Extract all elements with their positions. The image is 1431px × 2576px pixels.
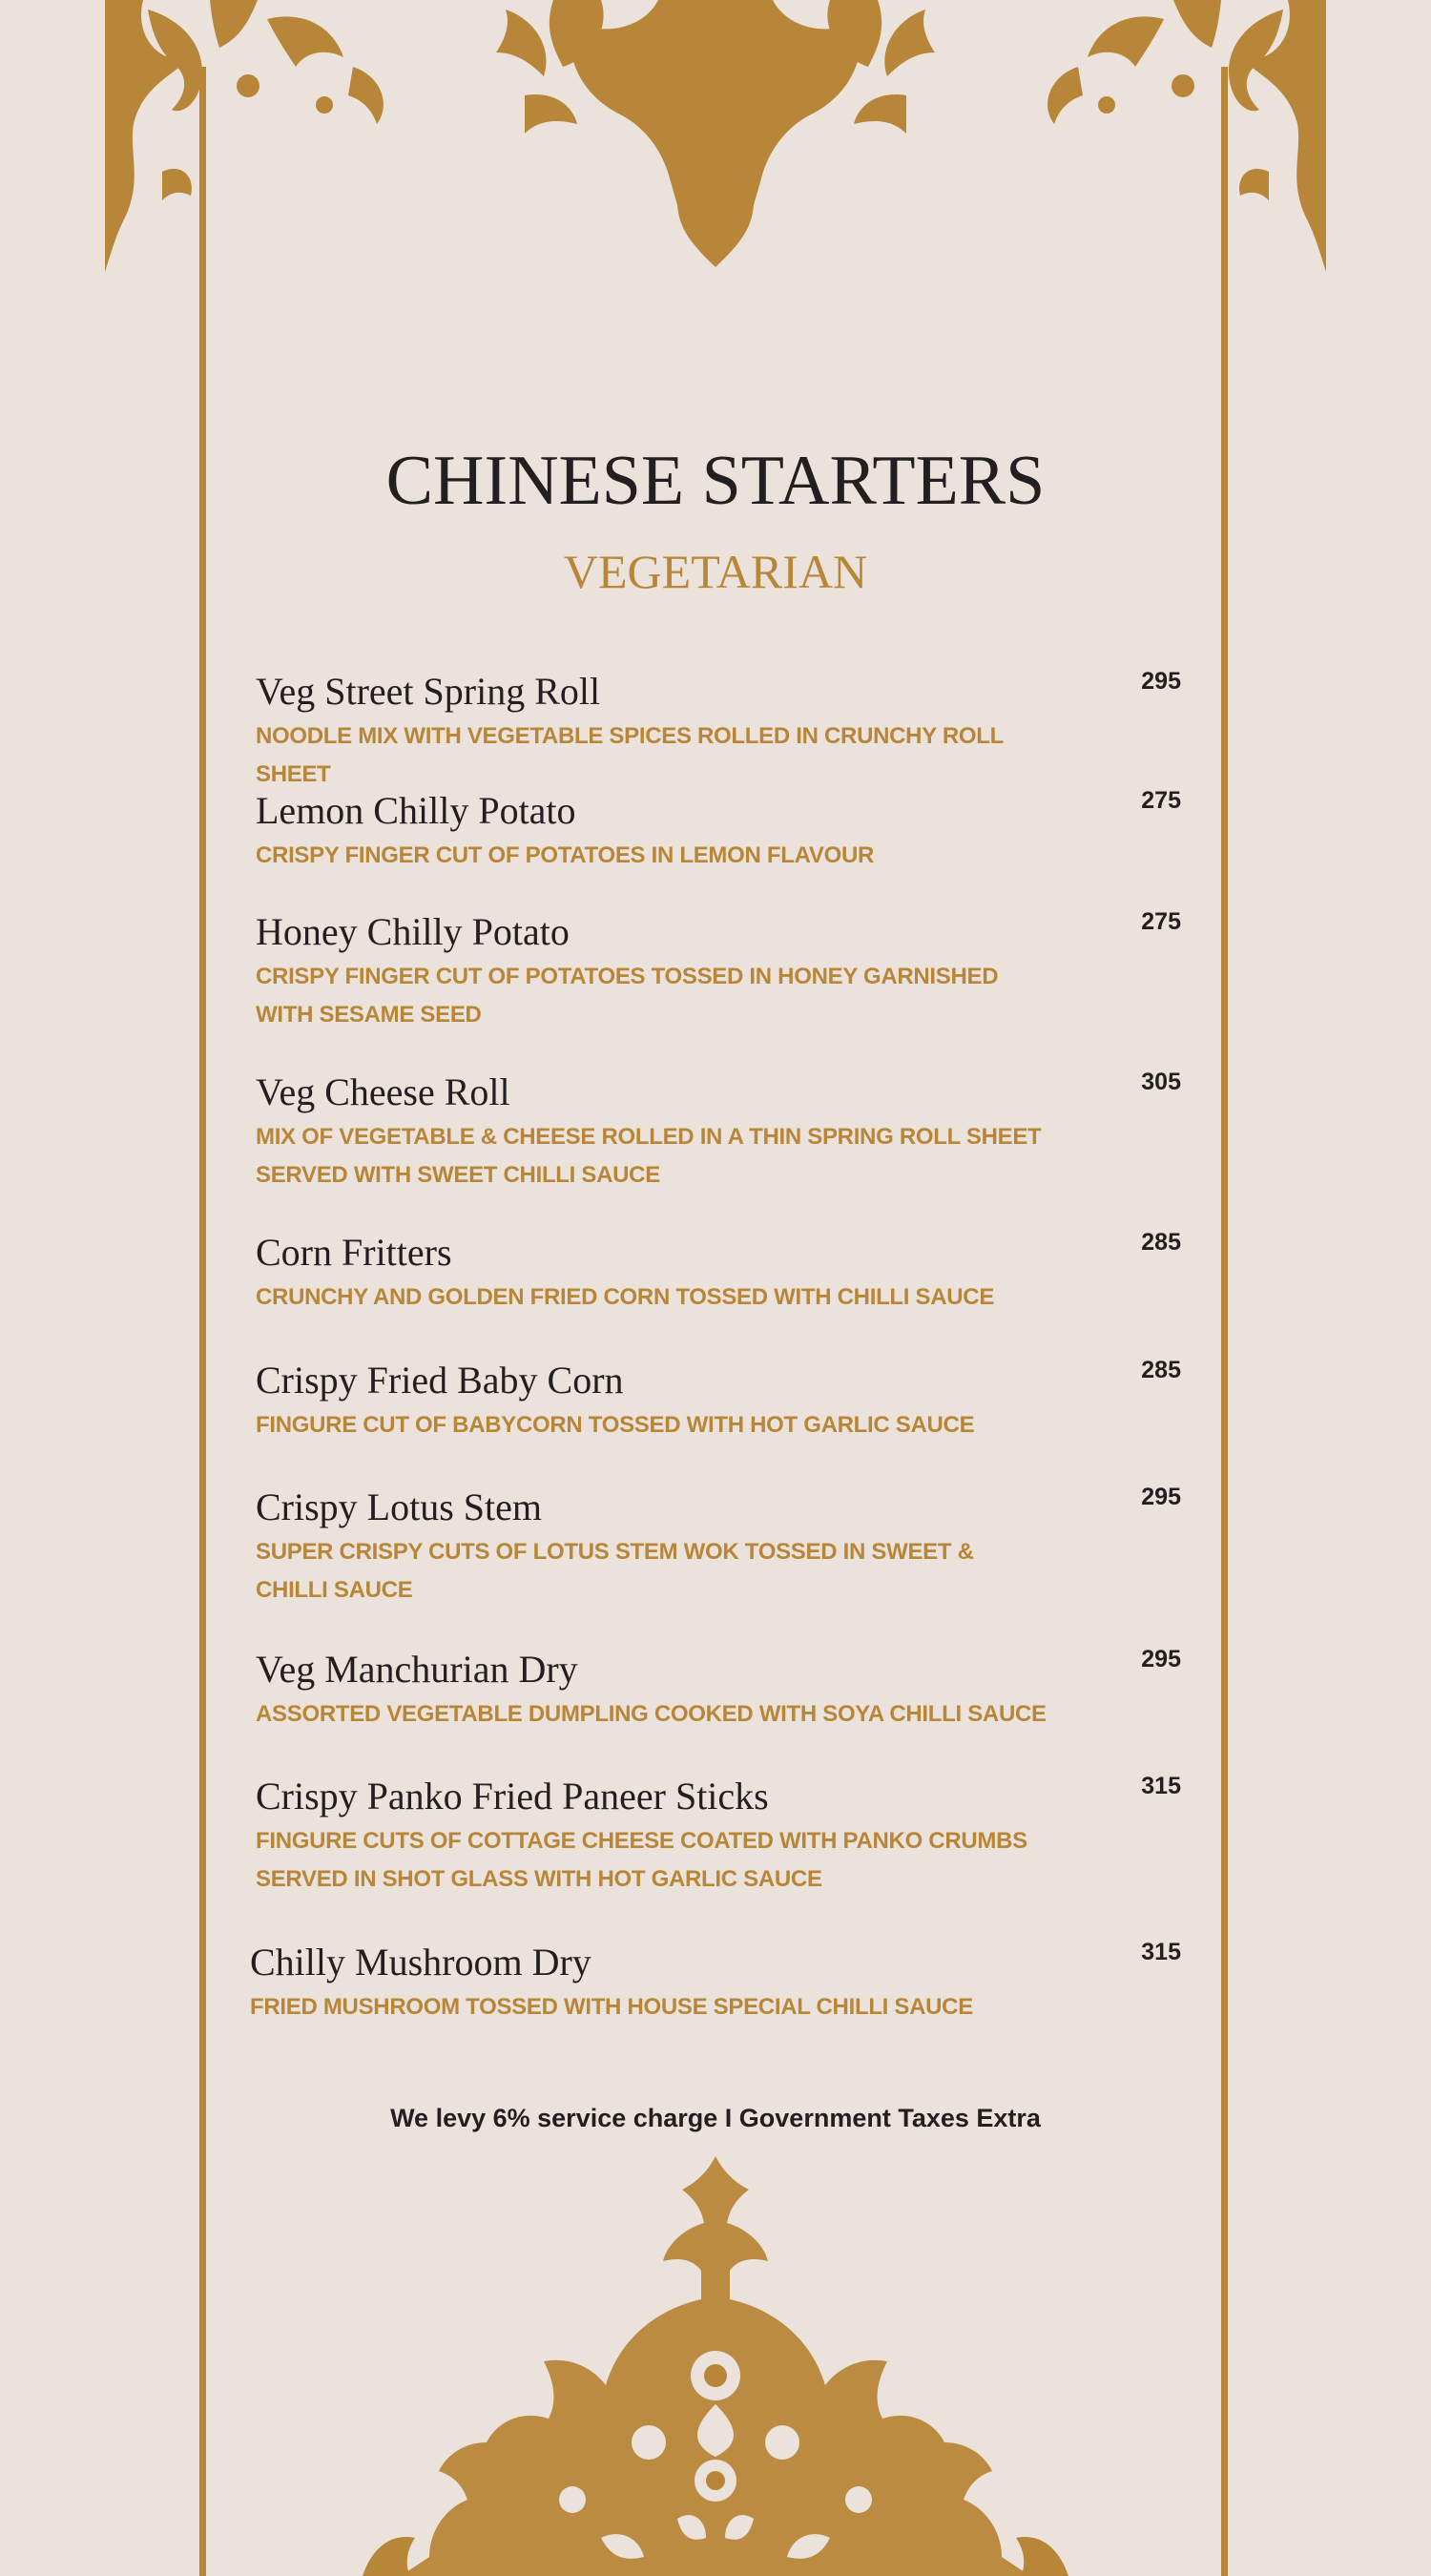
dish-price: 285	[1141, 1357, 1181, 1383]
service-charge-note: We levy 6% service charge I Government Taxes Extra	[390, 2104, 1041, 2132]
dish-name: Corn Fritters	[256, 1231, 452, 1274]
dish-description: FINGURE CUTS OF COTTAGE CHEESE COATED WITH PANKO CRUMBS SERVED IN SHOT GLASS WITH HOT GARLIC SAUCE	[256, 1828, 1027, 1892]
dish-description: MIX OF VEGETABLE & CHEESE ROLLED IN A THIN SPRING ROLL SHEET SERVED WITH SWEET CHILLI SAUCE	[256, 1124, 1042, 1188]
page-title: CHINESE STARTERS	[385, 442, 1046, 520]
menu-item	[256, 1773, 1181, 1899]
dish-price: 295	[1141, 1646, 1181, 1672]
dish-price: 295	[1141, 1484, 1181, 1510]
dish-description: ASSORTED VEGETABLE DUMPLING COOKED WITH SOYA CHILLI SAUCE	[256, 1701, 1047, 1727]
dish-description: NOODLE MIX WITH VEGETABLE SPICES ROLLED IN CRUNCHY ROLL SHEET	[256, 723, 1004, 787]
dish-price: 295	[1141, 668, 1181, 695]
dish-price: 285	[1141, 1229, 1181, 1256]
menu-item	[256, 1484, 1181, 1610]
menu-item	[256, 1229, 1181, 1317]
dish-price: 305	[1141, 1069, 1181, 1095]
menu-item	[256, 1646, 1181, 1734]
bottom-floral-ornament-icon	[363, 2156, 1068, 2576]
top-floral-ornament-icon	[105, 0, 1326, 277]
dish-name: Veg Cheese Roll	[256, 1070, 510, 1113]
dish-price: 275	[1141, 787, 1181, 814]
menu-item	[256, 668, 1181, 794]
dish-price: 315	[1141, 1939, 1181, 1965]
dish-name: Veg Manchurian Dry	[256, 1648, 578, 1691]
dish-price: 275	[1141, 908, 1181, 935]
dish-price: 315	[1141, 1773, 1181, 1799]
dish-name: Honey Chilly Potato	[256, 910, 570, 953]
menu-item	[256, 787, 1181, 875]
dish-description: FRIED MUSHROOM TOSSED WITH HOUSE SPECIAL CHILLI SAUCE	[250, 1994, 973, 2020]
dish-name: Crispy Panko Fried Paneer Sticks	[256, 1775, 769, 1818]
dish-description: SUPER CRISPY CUTS OF LOTUS STEM WOK TOSSED IN SWEET & CHILLI SAUCE	[256, 1539, 974, 1603]
menu-item	[256, 908, 1181, 1034]
dish-name: Crispy Lotus Stem	[256, 1485, 543, 1528]
menu-item	[256, 1069, 1181, 1195]
dish-name: Lemon Chilly Potato	[256, 789, 576, 832]
dish-name: Chilly Mushroom Dry	[250, 1941, 591, 1984]
section-subtitle: VEGETARIAN	[563, 545, 868, 598]
dish-description: CRISPY FINGER CUT OF POTATOES TOSSED IN HONEY GARNISHED WITH SESAME SEED	[256, 964, 999, 1028]
dish-description: FINGURE CUT OF BABYCORN TOSSED WITH HOT GARLIC SAUCE	[256, 1412, 975, 1438]
dish-name: Veg Street Spring Roll	[256, 670, 601, 713]
menu-item	[250, 1939, 1181, 2026]
dish-name: Crispy Fried Baby Corn	[256, 1359, 624, 1402]
dish-description: CRISPY FINGER CUT OF POTATOES IN LEMON FLAVOUR	[256, 842, 875, 868]
dish-description: CRUNCHY AND GOLDEN FRIED CORN TOSSED WITH CHILLI SAUCE	[256, 1284, 995, 1310]
menu-item	[256, 1357, 1181, 1444]
